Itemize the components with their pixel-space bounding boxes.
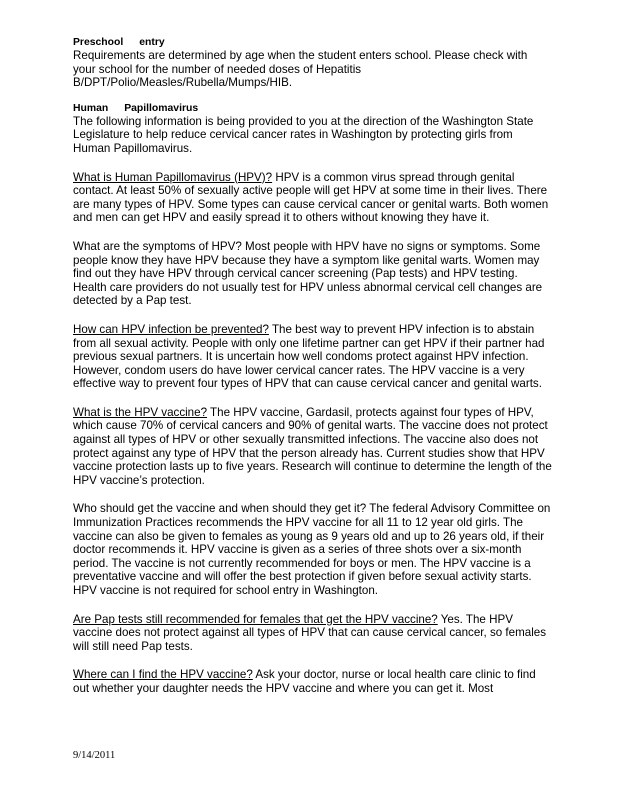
hpv-intro: The following information is being provided to you at the direction of the Washington State Legislature to help reduce cervical cancer rates in Washington by protecting girls from Human Papillomavirus. bbox=[73, 114, 534, 155]
faq-question: How can HPV infection be prevented? bbox=[73, 322, 269, 336]
hpv-heading bbox=[73, 102, 553, 115]
faq-symptoms bbox=[73, 240, 553, 308]
faq-answer: The HPV vaccine, Gardasil, protects against four types of HPV, which cause 70% of cervical cancers and 90% of genital warts. The vaccine does not protect against all types of HPV or other sexually transmitted infections. The vaccine also does not protect against any type of HPV that the person already has. Current studies show that HPV vaccine protection lasts up to five years. Research will continue to determine the length of the HPV vaccine’s protection. bbox=[73, 405, 552, 487]
faq-question: Are Pap tests still recommended for females that get the HPV vaccine? bbox=[73, 612, 438, 626]
faq-question: Who should get the vaccine and when should they get it? bbox=[73, 502, 367, 516]
faq-where bbox=[73, 668, 553, 695]
preschool-section bbox=[73, 36, 553, 90]
document-page bbox=[73, 36, 553, 711]
faq-who-when bbox=[73, 502, 553, 597]
faq-pap-tests bbox=[73, 613, 553, 654]
faq-prevention bbox=[73, 323, 553, 391]
preschool-heading-word1: Preschool bbox=[73, 37, 124, 48]
faq-question: What is Human Papillomavirus (HPV)? bbox=[73, 170, 273, 184]
faq-answer: The best way to prevent HPV infection is to abstain from all sexual activity. People with only one lifetime partner can get HPV if their partner had previous sexual partners. It is uncertain how well condoms protect against HPV infection. However, condom users do have lower cervical cancer rates. The HPV vaccine is a very effective way to prevent four types of HPV that can cause cervical cancer and genital warts. bbox=[73, 322, 545, 391]
hpv-intro-section bbox=[73, 102, 553, 156]
hpv-heading-word1: Human bbox=[73, 102, 109, 114]
faq-what-is-hpv bbox=[73, 171, 553, 225]
preschool-body: Requirements are determined by age when the student enters school. Please check with your school for the number of needed doses of Hepatitis B/DPT/Polio/Measles/Rubella/Mumps/HIB. bbox=[73, 49, 528, 90]
faq-question: What is the HPV vaccine? bbox=[73, 405, 208, 419]
faq-answer: Most people with HPV have no signs or symptoms. Some people know they have HPV because they have a symptom like genital warts. Women may find out they have HPV through cervical cancer screening (Pap tests) and HPV testing. Health care providers do not usually test for HPV unless abnormal cervical cell changes are detected by a Pap test. bbox=[73, 239, 543, 308]
faq-question: Where can I find the HPV vaccine? bbox=[73, 668, 253, 682]
faq-answer: Yes. The HPV vaccine does not protect against all types of HPV that can cause cervical cancer, so females will still need Pap tests. bbox=[73, 612, 547, 653]
hpv-heading-word2: Papillomavirus bbox=[124, 102, 199, 114]
preschool-heading-word2: entry bbox=[139, 37, 165, 48]
faq-answer: The federal Advisory Committee on Immunization Practices recommends the HPV vaccine for all 11 to 12 year old girls. The vaccine can also be given to females as young as 9 years old and up to 26 years old, if their doctor recommends it. HPV vaccine is given as a series of three shots over a six-month period. The vaccine is not currently recommended for boys or men. The HPV vaccine is a preventative vaccine and will offer the best protection if given before sexual activity starts. HPV vaccine is not required for school entry in Washington. bbox=[73, 502, 551, 597]
faq-question: What are the symptoms of HPV? bbox=[73, 239, 242, 253]
faq-vaccine bbox=[73, 406, 553, 488]
footer-date: 9/14/2011 bbox=[73, 750, 116, 761]
faq-answer: HPV is a common virus spread through genital contact. At least 50% of sexually active people will get HPV at some time in their lives. There are many types of HPV. Some types can cause cervical cancer or genital warts. Both women and men can get HPV and easily spread it to others without knowing they have it. bbox=[73, 170, 549, 225]
faq-answer: Ask your doctor, nurse or local health care clinic to find out whether your daughter needs the HPV vaccine and where you can get it. Most bbox=[73, 668, 536, 695]
preschool-heading bbox=[73, 36, 553, 49]
